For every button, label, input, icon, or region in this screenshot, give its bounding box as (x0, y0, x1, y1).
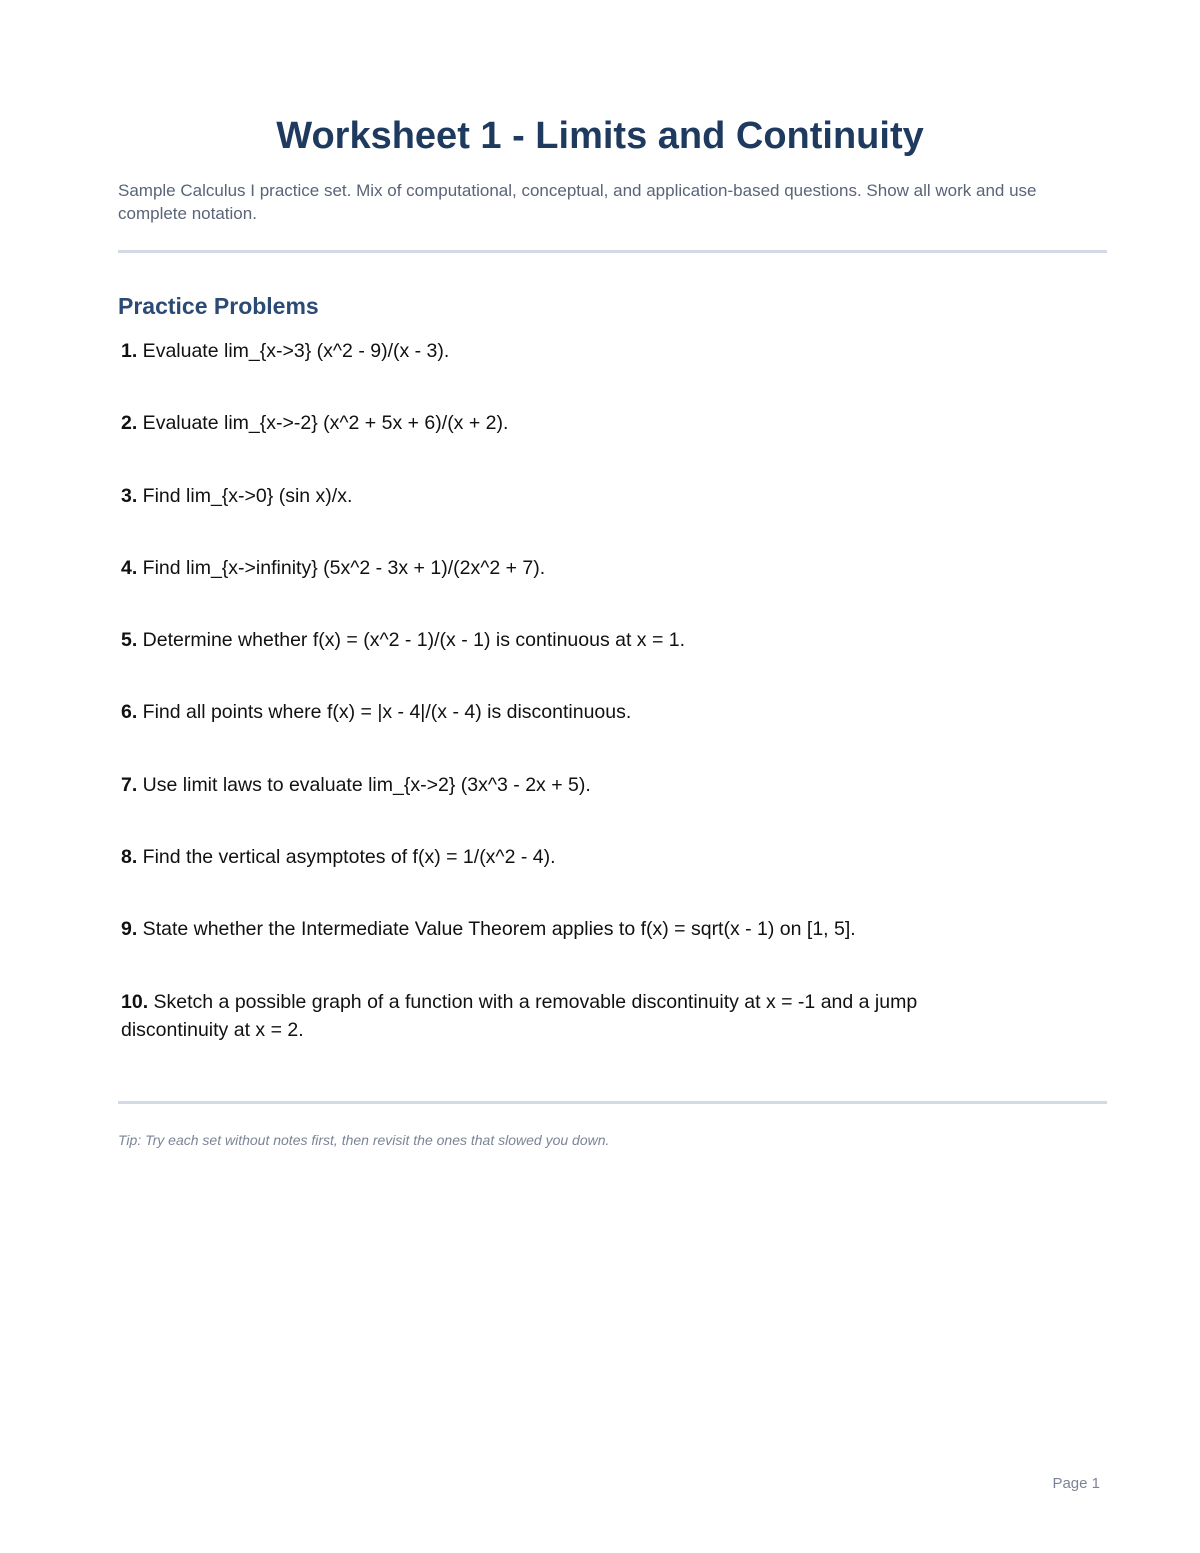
problem-10 (121, 988, 1021, 1044)
section-heading: Practice Problems (118, 293, 319, 319)
problem-text: Evaluate lim_{x->3} (x^2 - 9)/(x - 3). (137, 340, 450, 362)
problem-text: Determine whether f(x) = (x^2 - 1)/(x - 1) is continuous at x = 1. (137, 629, 686, 651)
problem-number: 7. (121, 774, 138, 796)
problem-number: 2. (121, 412, 138, 434)
problem-number: 5. (121, 629, 138, 651)
problem-text: State whether the Intermediate Value Theorem applies to f(x) = sqrt(x - 1) on [1, 5]. (137, 918, 856, 940)
tip-note: Tip: Try each set without notes first, then revisit the ones that slowed you down. (118, 1132, 610, 1148)
problem-3 (121, 482, 1021, 510)
problem-text: Evaluate lim_{x->-2} (x^2 + 5x + 6)/(x + 2). (137, 412, 509, 434)
problem-text: Find the vertical asymptotes of f(x) = 1/(x^2 - 4). (137, 846, 556, 868)
page-title: Worksheet 1 - Limits and Continuity (276, 115, 924, 157)
problem-8 (121, 843, 1021, 871)
header-divider (118, 250, 1107, 253)
problem-number: 1. (121, 340, 138, 362)
problem-5 (121, 626, 1021, 654)
problem-number: 9. (121, 918, 138, 940)
footer-divider (118, 1101, 1107, 1104)
problem-number: 3. (121, 485, 138, 507)
problem-number: 4. (121, 557, 138, 579)
problem-number: 8. (121, 846, 138, 868)
page-number: Page 1 (1052, 1475, 1100, 1492)
problem-6 (121, 698, 1021, 726)
page-subtitle: Sample Calculus I practice set. Mix of computational, conceptual, and application-based questions. Show all work and use complete notation. (118, 181, 1037, 223)
problem-number: 10. (121, 991, 149, 1013)
problem-4 (121, 554, 1021, 582)
problem-text: Use limit laws to evaluate lim_{x->2} (3x^3 - 2x + 5). (137, 774, 591, 796)
problem-text: Find all points where f(x) = |x - 4|/(x - 4) is discontinuous. (137, 701, 632, 723)
problem-9 (121, 915, 1021, 943)
problem-1 (121, 337, 1021, 365)
problem-text: Find lim_{x->0} (sin x)/x. (137, 485, 353, 507)
problem-text: Sketch a possible graph of a function with a removable discontinuity at x = -1 and a jump discontinuity at x = 2. (121, 991, 918, 1041)
problem-number: 6. (121, 701, 138, 723)
problem-2 (121, 409, 1021, 437)
problem-7 (121, 771, 1021, 799)
problem-text: Find lim_{x->infinity} (5x^2 - 3x + 1)/(2x^2 + 7). (137, 557, 546, 579)
